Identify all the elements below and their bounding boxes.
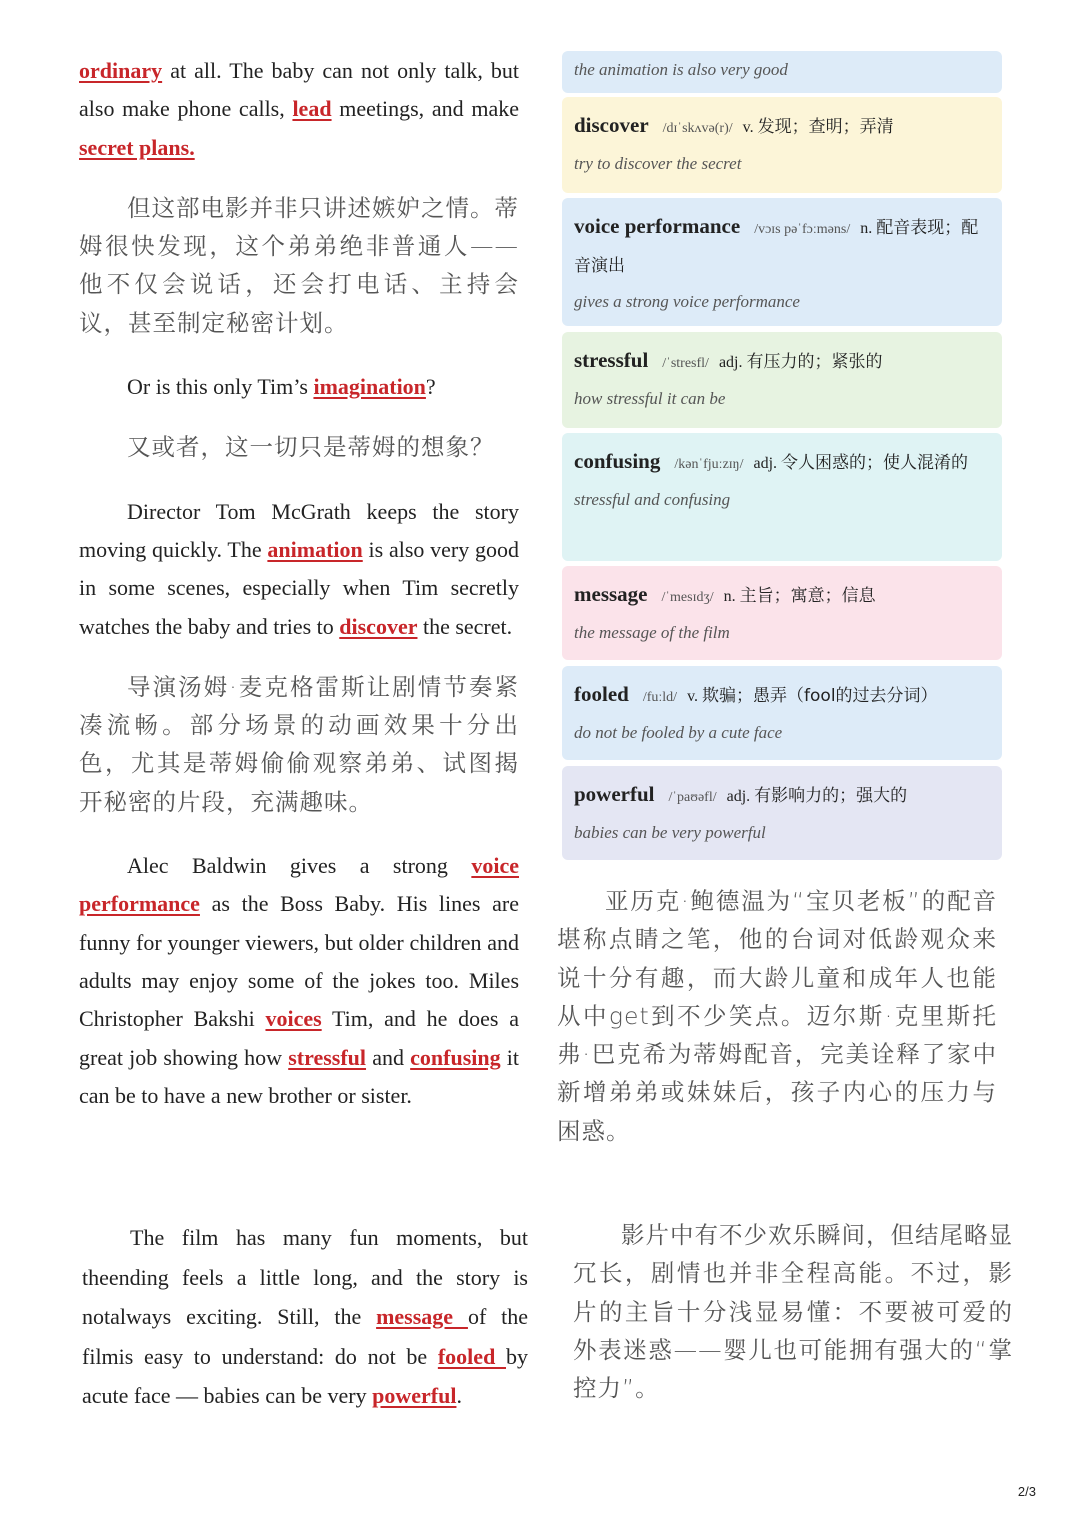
vocab-example: stressful and confusing	[574, 490, 731, 509]
vocab-example: the message of the film	[574, 623, 730, 642]
vocab-example: the animation is also very good	[574, 60, 788, 79]
keyword-voice-performance[interactable]: voice performance	[79, 853, 519, 917]
vocab-word: discover	[574, 113, 649, 137]
keyword-animation[interactable]: animation	[267, 536, 363, 562]
vocab-example: how stressful it can be	[574, 389, 726, 408]
vocab-word: powerful	[574, 782, 655, 806]
vocab-pos: adj.	[753, 455, 778, 472]
vocab-definition: 主旨；寓意；信息	[739, 586, 876, 606]
vocab-pos: v.	[687, 688, 699, 705]
keyword-imagination[interactable]: imagination	[313, 374, 426, 400]
paragraph-en-4: Alec Baldwin gives a strong voice performance as the Boss Baby. His lines are funny for younger viewers, but older children and adults may enjoy some of the jokes too. Miles Christopher Bakshi voices Tim, and he does a great job showing how stressful and confusing it can be to have a new brother or sister.	[79, 853, 520, 1108]
vocab-phonetic: /ˈmesɪdʒ/	[661, 590, 714, 605]
keyword-voices[interactable]: voices	[265, 1006, 322, 1032]
paragraph-zh-3: 导演汤姆·麦克格雷斯让剧情节奏紧凑流畅。部分场景的动画效果十分出色，尤其是蒂姆偷偷观察弟弟、试图揭开秘密的片段，充满趣味。	[79, 672, 519, 816]
vocab-definition: 欺骗；愚弄（fool的过去分词）	[702, 686, 938, 706]
vocab-pos: v.	[742, 119, 754, 136]
vocab-card-voice-performance	[562, 198, 1002, 326]
vocab-card-animation	[562, 51, 1002, 93]
vocab-phonetic: /dɪˈskʌvə(r)/	[662, 121, 733, 136]
vocab-pos: n.	[723, 588, 736, 605]
right-column	[557, 882, 997, 1150]
vocab-phonetic: /ˈstresfl/	[662, 356, 709, 371]
vocab-phonetic: /kənˈfjuːzɪŋ/	[674, 457, 744, 472]
vocab-pos: adj.	[726, 788, 751, 805]
left-column	[79, 52, 519, 1115]
page-number: 2/3	[1017, 1484, 1036, 1499]
keyword-secret-plans[interactable]: secret plans.	[79, 134, 195, 160]
vocab-word: message	[574, 582, 648, 606]
vocab-example: gives a strong voice performance	[574, 292, 800, 311]
keyword-lead[interactable]: lead	[292, 96, 332, 122]
keyword-message[interactable]: message	[376, 1304, 468, 1329]
vocab-card-powerful	[562, 766, 1002, 860]
keyword-fooled[interactable]: fooled	[437, 1343, 506, 1369]
paragraph-en-5: The film has many fun moments, but theending feels a little long, and the story is notalways exciting. Still, the message of the filmis easy to understand: do not be fooled by acute face — babies can be very powerful.	[82, 1225, 529, 1408]
keyword-ordinary[interactable]: ordinary	[79, 58, 163, 83]
left-column-bottom	[82, 1218, 528, 1416]
keyword-powerful[interactable]: powerful	[372, 1383, 457, 1408]
vocab-phonetic: /fuːld/	[642, 690, 678, 705]
vocab-word: fooled	[574, 682, 629, 706]
vocab-pos: n.	[860, 220, 873, 237]
paragraph-zh-4: 亚历克·鲍德温为“宝贝老板”的配音堪称点睛之笔，他的台词对低龄观众来说十分有趣，而大龄儿童和成年人也能从中get到不少笑点。迈尔斯·克里斯托弗·巴克希为蒂姆配音，完美诠释了家中新增弟弟或妹妹后，孩子内心的压力与困惑。	[557, 887, 997, 1145]
paragraph-en-1: ordinary at all. The baby can not only talk, but also make phone calls, lead meetings, and make secret plans.	[79, 58, 519, 160]
paragraph-zh-2: 又或者，这一切只是蒂姆的想象？	[127, 433, 495, 462]
vocab-word: voice performance	[574, 214, 741, 238]
vocab-example: do not be fooled by a cute face	[574, 723, 783, 742]
vocab-word: confusing	[574, 449, 661, 473]
vocab-phonetic: /vɔɪs pəˈfɔːməns/	[754, 222, 851, 237]
vocab-definition: 令人困惑的；使人混淆的	[781, 453, 969, 473]
paragraph-zh-5: 影片中有不少欢乐瞬间，但结尾略显冗长，剧情也并非全程高能。不过，影片的主旨十分浅显易懂：不要被可爱的外表迷惑——婴儿也可能拥有强大的“掌控力”。	[573, 1221, 1013, 1403]
vocab-card-confusing	[562, 433, 1002, 561]
keyword-discover[interactable]: discover	[339, 613, 418, 639]
keyword-confusing[interactable]: confusing	[410, 1044, 501, 1070]
vocab-card-message	[562, 566, 1002, 660]
vocab-card-discover	[562, 97, 1002, 193]
vocab-definition: 配音表现；配音演出	[574, 218, 979, 276]
vocab-word: stressful	[574, 348, 649, 372]
keyword-stressful[interactable]: stressful	[288, 1044, 367, 1070]
vocab-example: try to discover the secret	[574, 154, 742, 173]
paragraph-en-3: Director Tom McGrath keeps the story moving quickly. The animation is also very good in some scenes, especially when Tim secretly watches the baby and tries to discover the secret.	[79, 498, 520, 639]
vocab-definition: 发现；查明；弄清	[757, 117, 894, 137]
paragraph-en-2: Or is this only Tim’s imagination?	[127, 374, 436, 400]
vocab-card-fooled	[562, 666, 1002, 760]
vocab-definition: 有压力的；紧张的	[746, 352, 883, 372]
paragraph-zh-1: 但这部电影并非只讲述嫉妒之情。蒂姆很快发现，这个弟弟绝非普通人——他不仅会说话，还会打电话、主持会议，甚至制定秘密计划。	[79, 193, 519, 337]
vocab-phonetic: /ˈpaʊəfl/	[668, 790, 717, 805]
vocab-card-stressful	[562, 332, 1002, 428]
vocab-pos: adj.	[718, 354, 743, 371]
right-column-bottom	[573, 1216, 1013, 1407]
vocab-example: babies can be very powerful	[574, 823, 766, 842]
vocab-definition: 有影响力的；强大的	[754, 786, 908, 806]
